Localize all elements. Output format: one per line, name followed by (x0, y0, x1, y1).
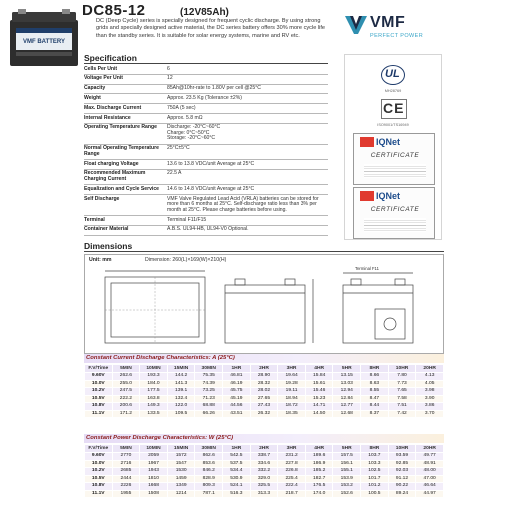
table-cell: 2226 (112, 483, 140, 491)
table-cell: 862.6 (195, 453, 223, 461)
table-row (85, 490, 444, 498)
table-cell: 109.5 (167, 410, 195, 418)
table-cell: 262.6 (112, 373, 140, 381)
table-cell: 68.88 (195, 403, 223, 411)
table-cell: 8.47 (361, 395, 389, 403)
iqnet-name: IQNet (376, 191, 401, 201)
table-cell: 338.7 (250, 453, 278, 461)
spec-row (84, 169, 328, 184)
table-cell: 66.26 (195, 410, 223, 418)
row-voltage-cell: 10.2V (85, 388, 113, 396)
table-cell: 8.55 (361, 388, 389, 396)
table-cell: 222.2 (112, 395, 140, 403)
table-cell: 152.6 (333, 490, 361, 498)
column-header: 8HR (361, 445, 389, 453)
table-cell: 46.64 (416, 483, 444, 491)
table-cell: 1508 (140, 490, 168, 498)
table-cell: 2770 (112, 453, 140, 461)
column-header: F.V/Time (85, 365, 113, 373)
column-header: 1HR (223, 365, 251, 373)
model-name: DC85-12 (82, 2, 146, 19)
spec-value: 22.5 A (167, 169, 328, 184)
table-header-row (85, 445, 444, 453)
table-cell: 44.97 (416, 490, 444, 498)
table-cell: 231.2 (278, 453, 306, 461)
column-header: 10MIN (140, 365, 168, 373)
iqnet-certificate-1 (353, 133, 433, 189)
table-cell: 163.8 (140, 395, 168, 403)
table-cell: 3.86 (416, 403, 444, 411)
table-cell: 18.72 (278, 403, 306, 411)
table-cell: 103.3 (361, 460, 389, 468)
table-cell: 3.98 (416, 388, 444, 396)
table-cell: 101.7 (361, 475, 389, 483)
certificate-text-lines (364, 218, 426, 232)
column-header: 20HR (416, 445, 444, 453)
column-header: F.V/Time (85, 445, 113, 453)
table-cell: 46.19 (223, 380, 251, 388)
table-cell: 73.25 (195, 388, 223, 396)
column-header: 15MIN (167, 365, 195, 373)
table-cell: 27.65 (250, 395, 278, 403)
row-voltage-cell: 10.2V (85, 468, 113, 476)
column-header: 20HR (416, 365, 444, 373)
column-header: 5MIN (112, 365, 140, 373)
table-cell: 26.32 (250, 410, 278, 418)
ul-certification (353, 65, 433, 87)
spec-value: 85Ah@10hr-rate to 1.80V per cell @25°C (167, 84, 328, 94)
table-cell: 2685 (112, 468, 140, 476)
power-discharge-table (84, 444, 444, 498)
table-cell: 156.1 (333, 460, 361, 468)
row-voltage-cell: 10.8V (85, 403, 113, 411)
table-cell: 101.2 (361, 483, 389, 491)
table-cell: 12.84 (333, 395, 361, 403)
table-cell: 247.5 (112, 388, 140, 396)
table-row (85, 388, 444, 396)
table-cell: 787.1 (195, 490, 223, 498)
table-cell: 200.6 (112, 403, 140, 411)
spec-value: Approx. 23.5 Kg (Tolerance ±2%) (167, 94, 328, 104)
row-voltage-cell: 10.5V (85, 475, 113, 483)
table-cell: 15.46 (305, 388, 333, 396)
table-cell: 8.44 (361, 403, 389, 411)
column-header: 5HR (333, 365, 361, 373)
spec-key: Internal Resistance (84, 113, 167, 123)
spec-row (84, 94, 328, 104)
spec-key: Normal Operating Temperature Range (84, 144, 167, 159)
table-cell: 153.2 (333, 483, 361, 491)
table-cell: 92.03 (388, 468, 416, 476)
table-cell: 48.00 (416, 468, 444, 476)
table-cell: 102.5 (361, 468, 389, 476)
spec-row (84, 185, 328, 195)
spec-row (84, 65, 328, 74)
table-cell: 28.02 (250, 388, 278, 396)
column-header: 15MIN (167, 445, 195, 453)
table-cell: 524.1 (223, 483, 251, 491)
certificate-frame (353, 133, 435, 185)
spec-value: Approx. 5.8 mΩ (167, 113, 328, 123)
table-cell: 8.37 (361, 410, 389, 418)
row-voltage-cell: 10.0V (85, 380, 113, 388)
table-cell: 222.4 (278, 483, 306, 491)
table-cell: 2716 (112, 460, 140, 468)
spec-key: Cells Per Unit (84, 65, 167, 74)
table-cell: 15.23 (305, 395, 333, 403)
table-cell: 1547 (167, 460, 195, 468)
iqnet-badge-icon (360, 137, 374, 147)
column-header: 2HR (250, 445, 278, 453)
table-cell: 149.3 (140, 403, 168, 411)
column-header: 2HR (250, 365, 278, 373)
table-cell: 7.80 (388, 373, 416, 381)
table-cell: 7.42 (388, 410, 416, 418)
table-cell: 47.00 (416, 475, 444, 483)
table-cell: 141.3 (167, 380, 195, 388)
spec-value: 12 (167, 74, 328, 84)
spec-value: 25°C±5°C (167, 144, 328, 159)
ce-certification (353, 99, 433, 123)
table-cell: 49.77 (416, 453, 444, 461)
table-cell: 19.28 (278, 380, 306, 388)
brand-name: VMF (370, 14, 406, 31)
current-discharge-table (84, 364, 444, 418)
dimensions-text: Dimension: 260(L)×169(W)×210(H) (145, 257, 227, 263)
spec-value: Terminal F11/F15 (167, 215, 328, 225)
spec-value: VMF Valve Regulated Lead Acid (VRLA) batteries can be stored for more than 6 months at 25°C. Self-discharge ratio less than 3% per month at 25°C. Please charge batteries before using. (167, 194, 328, 215)
row-voltage-cell: 11.1V (85, 490, 113, 498)
table-cell: 218.7 (278, 490, 306, 498)
table-cell: 27.43 (250, 403, 278, 411)
table-cell: 19.64 (278, 373, 306, 381)
table-cell: 846.2 (195, 468, 223, 476)
table-cell: 15.84 (305, 373, 333, 381)
table-cell: 45.75 (223, 388, 251, 396)
table-cell: 516.3 (223, 490, 251, 498)
ce-code: ISO9001/TS16949 (377, 123, 409, 127)
table-cell: 43.51 (223, 410, 251, 418)
certificate-text-lines (364, 164, 426, 178)
table-cell: 14.71 (305, 403, 333, 411)
table-cell: 7.51 (388, 403, 416, 411)
table-cell: 184.0 (140, 380, 168, 388)
table-cell: 8.63 (361, 380, 389, 388)
table-cell: 132.4 (167, 395, 195, 403)
table-cell: 1943 (140, 468, 168, 476)
table-cell: 174.0 (305, 490, 333, 498)
table-cell: 1967 (140, 460, 168, 468)
column-header: 5MIN (112, 445, 140, 453)
table-cell: 537.5 (223, 460, 251, 468)
table-cell: 189.6 (305, 453, 333, 461)
spec-key: Self Discharge (84, 194, 167, 215)
spec-key: Capacity (84, 84, 167, 94)
table-cell: 171.2 (112, 410, 140, 418)
vmf-logo-icon (345, 16, 367, 34)
table-cell: 853.6 (195, 460, 223, 468)
ce-logo-icon: CE (383, 100, 405, 116)
table-cell: 18.35 (278, 410, 306, 418)
terminal-label: Terminal F11 (355, 266, 379, 271)
table-cell: 186.9 (305, 460, 333, 468)
table-cell: 1214 (167, 490, 195, 498)
table-row (85, 483, 444, 491)
table-cell: 13.15 (333, 373, 361, 381)
table-cell: 255.0 (112, 380, 140, 388)
spec-key: Container Material (84, 225, 167, 235)
row-voltage-cell: 9.60V (85, 453, 113, 461)
spec-key: Float charging Voltage (84, 160, 167, 170)
table-cell: 227.8 (278, 460, 306, 468)
power-table-title: Constant Power Discharge Characteristics: W (25°C) (86, 435, 234, 441)
table-cell: 226.8 (278, 468, 306, 476)
table-cell: 74.39 (195, 380, 223, 388)
row-voltage-cell: 9.60V (85, 373, 113, 381)
table-cell: 157.5 (333, 453, 361, 461)
spec-row (84, 194, 328, 215)
table-cell: 7.65 (388, 388, 416, 396)
product-intro: DC (Deep Cycle) series is specially designed for frequent cyclic discharge. By using strong grids and specially designed active material, the DC series battery offers 30% more cycle life than the standby series. It is suitable for solar energy systems, marine and RV etc. (96, 18, 326, 39)
table-header-row (85, 365, 444, 373)
row-voltage-cell: 10.5V (85, 395, 113, 403)
table-cell: 89.24 (388, 490, 416, 498)
table-cell: 91.12 (388, 475, 416, 483)
table-cell: 325.5 (250, 483, 278, 491)
table-cell: 100.5 (361, 490, 389, 498)
table-cell: 185.2 (305, 468, 333, 476)
table-cell: 153.9 (333, 475, 361, 483)
table-cell: 92.85 (388, 460, 416, 468)
table-row (85, 373, 444, 381)
row-voltage-cell: 10.0V (85, 460, 113, 468)
table-cell: 1459 (167, 475, 195, 483)
table-cell: 3.90 (416, 395, 444, 403)
table-cell: 14.50 (305, 410, 333, 418)
table-row (85, 468, 444, 476)
column-header: 3HR (278, 365, 306, 373)
column-header: 3HR (278, 445, 306, 453)
dimension-drawings (85, 255, 445, 355)
table-cell: 90.22 (388, 483, 416, 491)
specification-divider (84, 63, 328, 64)
battery-label-text: VMF BATTERY (23, 39, 65, 45)
dimensions-drawing-panel (84, 254, 444, 354)
table-cell: 182.7 (305, 475, 333, 483)
table-cell: 46.81 (223, 373, 251, 381)
table-cell: 828.9 (195, 475, 223, 483)
table-cell: 530.9 (223, 475, 251, 483)
table-cell: 28.32 (250, 380, 278, 388)
column-header: 30MIN (195, 365, 223, 373)
table-cell: 8.66 (361, 373, 389, 381)
spec-key: Equalization and Cycle Service (84, 185, 167, 195)
table-cell: 7.58 (388, 395, 416, 403)
certificate-frame (353, 187, 435, 239)
table-cell: 48.91 (416, 460, 444, 468)
dimensions-title: Dimensions (84, 241, 133, 251)
table-cell: 334.6 (250, 460, 278, 468)
spec-row (84, 74, 328, 84)
table-cell: 144.2 (167, 373, 195, 381)
spec-value: Discharge: -20°C~60°C Charge: 0°C~50°C Storage: -20°C~60°C (167, 123, 328, 144)
table-cell: 176.5 (305, 483, 333, 491)
spec-value: 6 (167, 65, 328, 74)
spec-key: Operating Temperature Range (84, 123, 167, 144)
table-row (85, 460, 444, 468)
specification-title: Specification (84, 53, 137, 63)
column-header: 8HR (361, 365, 389, 373)
table-cell: 534.4 (223, 468, 251, 476)
table-cell: 12.68 (333, 410, 361, 418)
model-capacity: (12V85Ah) (179, 7, 229, 18)
row-voltage-cell: 11.1V (85, 410, 113, 418)
spec-value: 14.6 to 14.8 VDC/unit Average at 25°C (167, 185, 328, 195)
column-header: 4HR (305, 365, 333, 373)
table-row (85, 410, 444, 418)
table-cell: 1810 (140, 475, 168, 483)
table-cell: 7.73 (388, 380, 416, 388)
table-cell: 44.56 (223, 403, 251, 411)
spec-row (84, 84, 328, 94)
brand-tagline: PERFECT POWER (370, 33, 424, 39)
table-cell: 45.19 (223, 395, 251, 403)
table-cell: 329.0 (250, 475, 278, 483)
ul-code: MH28769 (384, 89, 402, 93)
spec-key: Terminal (84, 215, 167, 225)
iqnet-badge-icon (360, 191, 374, 201)
table-cell: 225.4 (278, 475, 306, 483)
table-cell: 542.5 (223, 453, 251, 461)
table-cell: 13.03 (333, 380, 361, 388)
table-cell: 1349 (167, 483, 195, 491)
spec-value: A.B.S. UL94-HB, UL94-V0 Optional. (167, 225, 328, 235)
current-table-title: Constant Current Discharge Characteristics: A (25°C) (86, 355, 235, 361)
specification-table (84, 65, 328, 236)
table-cell: 177.5 (140, 388, 168, 396)
iqnet-certificate-2 (353, 187, 433, 243)
table-cell: 4.13 (416, 373, 444, 381)
spec-value: 13.6 to 13.8 VDC/unit Average at 25°C (167, 160, 328, 170)
spec-value: 750A (5 sec) (167, 104, 328, 114)
table-cell: 1668 (140, 483, 168, 491)
column-header: 30MIN (195, 445, 223, 453)
column-header: 4HR (305, 445, 333, 453)
table-cell: 18.94 (278, 395, 306, 403)
column-header: 10HR (388, 445, 416, 453)
spec-row (84, 215, 328, 225)
iqnet-name: IQNet (376, 137, 401, 147)
spec-row (84, 123, 328, 144)
spec-row (84, 160, 328, 170)
spec-key: Recommended Maximum Charging Current (84, 169, 167, 184)
table-cell: 103.7 (361, 453, 389, 461)
table-cell: 12.77 (333, 403, 361, 411)
spec-row (84, 104, 328, 114)
spec-row (84, 144, 328, 159)
table-cell: 12.94 (333, 388, 361, 396)
table-cell: 155.1 (333, 468, 361, 476)
certificate-word: CERTIFICATE (370, 152, 420, 159)
table-cell: 93.59 (388, 453, 416, 461)
column-header: 10HR (388, 365, 416, 373)
table-row (85, 403, 444, 411)
table-cell: 809.3 (195, 483, 223, 491)
table-cell: 313.3 (250, 490, 278, 498)
table-cell: 2059 (140, 453, 168, 461)
dimensions-divider (84, 251, 444, 252)
spec-row (84, 113, 328, 123)
table-cell: 1955 (112, 490, 140, 498)
table-cell: 133.5 (140, 410, 168, 418)
column-header: 10MIN (140, 445, 168, 453)
battery-product-image (6, 6, 82, 68)
spec-key: Voltage Per Unit (84, 74, 167, 84)
table-cell: 71.23 (195, 395, 223, 403)
certificate-word: CERTIFICATE (370, 206, 420, 213)
table-cell: 193.3 (140, 373, 168, 381)
brand-logo (345, 14, 465, 44)
table-cell: 28.90 (250, 373, 278, 381)
table-cell: 1530 (167, 468, 195, 476)
column-header: 1HR (223, 445, 251, 453)
spec-key: Max. Discharge Current (84, 104, 167, 114)
table-row (85, 475, 444, 483)
spec-row (84, 225, 328, 235)
table-row (85, 395, 444, 403)
table-row (85, 453, 444, 461)
dimensions-unit: Unit: mm (89, 257, 112, 263)
table-cell: 19.11 (278, 388, 306, 396)
column-header: 5HR (333, 445, 361, 453)
certification-panel (344, 54, 442, 240)
row-voltage-cell: 10.8V (85, 483, 113, 491)
ul-logo-icon: UL (385, 68, 400, 80)
table-cell: 332.2 (250, 468, 278, 476)
table-cell: 15.61 (305, 380, 333, 388)
spec-key: Weight (84, 94, 167, 104)
table-cell: 3.70 (416, 410, 444, 418)
table-cell: 1572 (167, 453, 195, 461)
table-cell: 122.0 (167, 403, 195, 411)
table-cell: 2444 (112, 475, 140, 483)
table-cell: 4.05 (416, 380, 444, 388)
table-row (85, 380, 444, 388)
table-cell: 139.1 (167, 388, 195, 396)
table-cell: 75.35 (195, 373, 223, 381)
